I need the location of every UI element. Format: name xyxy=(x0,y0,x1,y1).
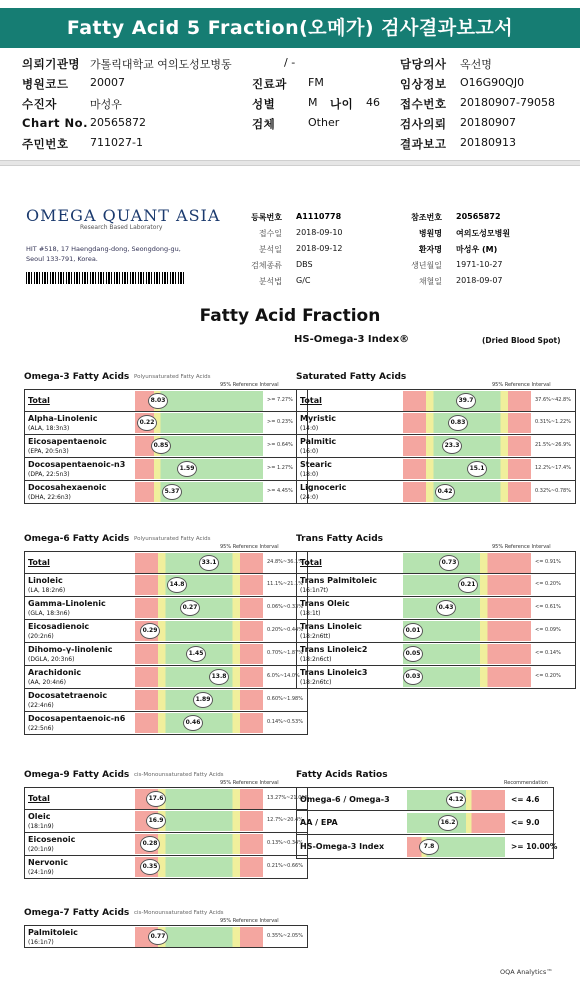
info-label: 검사의뢰 xyxy=(400,117,447,131)
reference-range: 12.7%~20.4% xyxy=(267,817,303,823)
row-sublabel: (22:4n6) xyxy=(28,702,54,709)
row-label: Trans Linoleic2 xyxy=(300,645,368,654)
row-label: Arachidonic xyxy=(28,668,82,677)
row-label: Oleic xyxy=(28,812,51,821)
row-label: Gamma-Linolenic xyxy=(28,599,106,608)
row-label: Docosatetraenoic xyxy=(28,691,108,700)
value-marker: 0.35 xyxy=(140,859,160,875)
reference-range: <= 0.91% xyxy=(535,559,561,565)
info-label: 병원코드 xyxy=(22,77,69,91)
info-label: 주민번호 xyxy=(22,137,69,151)
table-row xyxy=(296,597,576,620)
info-row xyxy=(22,76,125,92)
value-marker: 0.46 xyxy=(183,715,203,731)
info-row xyxy=(400,56,492,72)
meta-label: 검체종류 xyxy=(251,261,282,270)
value-marker: 8.03 xyxy=(148,393,168,409)
table-row xyxy=(24,689,308,712)
info-row xyxy=(22,136,143,152)
table-row xyxy=(24,620,308,643)
ratio-row xyxy=(296,787,554,811)
reference-range: <= 0.20% xyxy=(535,581,561,587)
meta-value: DBS xyxy=(296,260,313,269)
range-bar xyxy=(135,575,263,595)
row-label: Total xyxy=(300,396,322,405)
footer-brand: OQA Analytics™ xyxy=(500,968,553,976)
row-label: Total xyxy=(28,396,50,405)
section-subtitle: cis-Monounsaturated Fatty Acids xyxy=(134,910,224,916)
value-marker: 0.05 xyxy=(403,646,423,662)
table-row xyxy=(24,597,308,620)
row-label: Total xyxy=(28,558,50,567)
row-sublabel: (16:0) xyxy=(300,448,319,455)
reference-range: 0.21%~0.66% xyxy=(267,863,303,869)
reference-range: 0.14%~0.53% xyxy=(267,719,303,725)
range-bar xyxy=(403,436,531,456)
table-row xyxy=(296,412,576,435)
table-row xyxy=(296,551,576,574)
meta-value: 1971-10-27 xyxy=(456,260,503,269)
reference-range: >= 4.45% xyxy=(267,488,293,494)
info-value: 46 xyxy=(366,96,380,109)
row-label: Linoleic xyxy=(28,576,63,585)
row-sublabel: (AA, 20:4n6) xyxy=(28,679,66,686)
report-title: Fatty Acid 5 Fraction(오메가) 검사결과보고서 xyxy=(0,8,580,48)
value-marker: 0.73 xyxy=(439,555,459,571)
section-title: Saturated Fatty Acids xyxy=(296,372,407,382)
section-title: Omega-9 Fatty Acids xyxy=(24,770,130,780)
value-marker: 0.01 xyxy=(403,623,423,639)
table-row xyxy=(24,787,308,810)
table-row xyxy=(296,435,576,458)
meta-value: 마성우 (M) xyxy=(456,245,498,254)
divider xyxy=(0,160,580,166)
meta-label: 참조번호 xyxy=(411,213,442,222)
value-marker: 5.37 xyxy=(162,484,182,500)
info-value: 20007 xyxy=(90,76,125,89)
meta-label: 분석법 xyxy=(258,277,282,286)
info-value: 마성우 xyxy=(90,98,122,111)
meta-label: 등록번호 xyxy=(251,213,282,222)
meta-label: 병원명 xyxy=(418,229,442,238)
reference-range: 0.06%~0.33% xyxy=(267,604,303,610)
meta-value: 2018-09-07 xyxy=(456,276,503,285)
row-sublabel: (20:1n9) xyxy=(28,846,54,853)
table-row xyxy=(24,643,308,666)
meta-value: 2018-09-10 xyxy=(296,228,343,237)
value-marker: 33.1 xyxy=(199,555,219,571)
info-value: 20180913 xyxy=(460,136,516,149)
value-marker: 23.3 xyxy=(442,438,462,454)
value-marker: 1.59 xyxy=(177,461,197,477)
info-value: Other xyxy=(308,116,340,129)
value-marker: 16.9 xyxy=(146,813,166,829)
row-label: Eicosadienoic xyxy=(28,622,90,631)
value-marker: 0.29 xyxy=(140,623,160,639)
row-label: Trans Palmitoleic xyxy=(300,576,378,585)
lab-address: HIT #518, 17 Haengdang-dong, Seongdong-gu, Seoul 133-791, Korea. xyxy=(26,245,181,263)
info-label: 검체 xyxy=(252,117,276,131)
info-value: 20565872 xyxy=(90,116,146,129)
value-marker: 13.8 xyxy=(209,669,229,685)
row-label: Lignoceric xyxy=(300,483,347,492)
info-row xyxy=(400,96,555,112)
section-subtitle: cis-Monounsaturated Fatty Acids xyxy=(134,772,224,778)
meta-label: 생년월일 xyxy=(411,261,442,270)
row-sublabel: (DGLA, 20:3n6) xyxy=(28,656,75,663)
sample-type: (Dried Blood Spot) xyxy=(482,336,561,345)
info-row xyxy=(22,56,232,72)
info-label: 진료과 xyxy=(252,77,287,91)
lab-logo: OMEGA QUANT ASIA xyxy=(26,206,221,225)
ratio-label: Omega-6 / Omega-3 xyxy=(300,795,390,804)
table-row xyxy=(24,833,308,856)
section-subtitle: Polyunsaturated Fatty Acids xyxy=(134,374,211,380)
value-marker: 0.21 xyxy=(458,577,478,593)
range-bar xyxy=(403,598,531,618)
row-sublabel: (18:2n6tt) xyxy=(300,633,331,640)
row-label: Stearic xyxy=(300,460,332,469)
value-marker: 0.28 xyxy=(140,836,160,852)
info-row xyxy=(252,96,318,112)
info-row xyxy=(400,116,516,132)
table-row xyxy=(24,712,308,735)
value-marker: 0.43 xyxy=(436,600,456,616)
value-marker: 0.85 xyxy=(151,438,171,454)
range-bar xyxy=(135,482,263,502)
row-sublabel: (20:2n6) xyxy=(28,633,54,640)
info-label: 성별 xyxy=(252,97,276,111)
reference-range: 6.0%~14.0% xyxy=(267,673,300,679)
row-sublabel: (DPA, 22:5n3) xyxy=(28,471,70,478)
reference-range: 0.31%~1.22% xyxy=(535,419,571,425)
meta-label: 환자명 xyxy=(418,245,442,254)
table-row xyxy=(24,666,308,689)
reference-range: 0.35%~2.05% xyxy=(267,933,303,939)
ratio-recommendation: >= 10.00% xyxy=(511,842,558,851)
info-value: 옥선명 xyxy=(460,58,492,71)
row-sublabel: (18:2n6tc) xyxy=(300,679,332,686)
reference-range: 0.20%~0.44% xyxy=(267,627,303,633)
row-label: Myristic xyxy=(300,414,336,423)
meta-label: 채혈일 xyxy=(418,277,442,286)
table-row xyxy=(296,389,576,412)
meta-label: 분석일 xyxy=(258,245,282,254)
ratio-marker: 16.2 xyxy=(438,815,458,831)
info-value: / - xyxy=(284,56,296,69)
row-sublabel: (22:5n6) xyxy=(28,725,54,732)
ratios-title: Fatty Acids Ratios xyxy=(296,770,388,780)
reference-range: >= 0.23% xyxy=(267,419,293,425)
info-value: 가톨릭대학교 여의도성모병동 xyxy=(90,58,232,71)
section-subtitle: Polyunsaturated Fatty Acids xyxy=(134,536,211,542)
info-row xyxy=(252,76,324,92)
row-sublabel: (14:0) xyxy=(300,425,319,432)
info-row xyxy=(252,116,340,132)
ratio-label: AA / EPA xyxy=(300,818,338,827)
table-row xyxy=(296,458,576,481)
table-row xyxy=(24,389,308,412)
row-sublabel: (16:1n7t) xyxy=(300,587,329,594)
value-marker: 1.45 xyxy=(186,646,206,662)
table-row xyxy=(24,481,308,504)
row-sublabel: (DHA, 22:6n3) xyxy=(28,494,71,501)
range-bar xyxy=(403,482,531,502)
ref-interval-label: 95% Reference Interval xyxy=(492,544,551,550)
value-marker: 0.83 xyxy=(448,415,468,431)
meta-value: A1110778 xyxy=(296,212,342,221)
row-sublabel: (18:1t) xyxy=(300,610,321,617)
info-label: 수진자 xyxy=(22,97,57,111)
reference-range: 37.6%~42.8% xyxy=(535,397,571,403)
ref-interval-label: 95% Reference Interval xyxy=(220,780,279,786)
section-title: Trans Fatty Acids xyxy=(296,534,384,544)
ratio-recommendation: <= 9.0 xyxy=(511,818,540,827)
table-row xyxy=(296,643,576,666)
info-value: 711027-1 xyxy=(90,136,143,149)
reference-range: 0.32%~0.78% xyxy=(535,488,571,494)
row-label: Nervonic xyxy=(28,858,68,867)
info-row xyxy=(400,76,525,92)
ratio-marker: 4.12 xyxy=(446,792,466,808)
row-sublabel: (18:0) xyxy=(300,471,319,478)
info-label: Chart No. xyxy=(22,116,88,130)
reference-range: <= 0.61% xyxy=(535,604,561,610)
row-label: Palmitoleic xyxy=(28,928,78,937)
row-sublabel: (18:1n9) xyxy=(28,823,54,830)
table-row xyxy=(296,574,576,597)
reference-range: 13.27%~21.01% xyxy=(267,795,310,801)
table-row xyxy=(24,551,308,574)
recommendation-label: Recommendation xyxy=(504,780,548,786)
ref-interval-label: 95% Reference Interval xyxy=(220,544,279,550)
row-sublabel: (24:1n9) xyxy=(28,869,54,876)
row-label: Docosahexaenoic xyxy=(28,483,107,492)
ref-interval-label: 95% Reference Interval xyxy=(492,382,551,388)
meta-value: 2018-09-12 xyxy=(296,244,343,253)
table-row xyxy=(24,458,308,481)
range-bar xyxy=(135,667,263,687)
row-label: Alpha-Linolenic xyxy=(28,414,98,423)
section-title: Omega-7 Fatty Acids xyxy=(24,908,130,918)
table-row xyxy=(24,412,308,435)
range-bar xyxy=(135,459,263,479)
info-row xyxy=(400,136,516,152)
ratio-row xyxy=(296,835,558,859)
row-label: Docosapentaenoic-n3 xyxy=(28,460,126,469)
range-bar xyxy=(403,553,531,573)
row-label: Trans Linoleic3 xyxy=(300,668,368,677)
reference-range: 0.60%~1.98% xyxy=(267,696,303,702)
meta-label: 접수일 xyxy=(258,229,282,238)
reference-range: 21.5%~26.9% xyxy=(535,442,571,448)
row-label: Docosapentaenoic-n6 xyxy=(28,714,126,723)
value-marker: 17.6 xyxy=(146,791,166,807)
table-row xyxy=(296,620,576,643)
info-value: 20180907-79058 xyxy=(460,96,555,109)
row-label: Trans Oleic xyxy=(300,599,350,608)
table-row xyxy=(24,810,308,833)
ref-interval-label: 95% Reference Interval xyxy=(220,918,279,924)
reference-range: >= 7.27% xyxy=(267,397,293,403)
value-marker: 0.42 xyxy=(435,484,455,500)
value-marker: 0.77 xyxy=(148,929,168,945)
reference-range: >= 0.64% xyxy=(267,442,293,448)
info-value: 20180907 xyxy=(460,116,516,129)
table-row xyxy=(296,666,576,689)
value-marker: 0.22 xyxy=(137,415,157,431)
meta-value: G/C xyxy=(296,276,311,285)
value-marker: 1.89 xyxy=(193,692,213,708)
reference-range: 0.13%~0.34% xyxy=(267,840,303,846)
info-label: 임상정보 xyxy=(400,77,447,91)
info-row xyxy=(22,116,146,130)
reference-range: <= 0.20% xyxy=(535,673,561,679)
reference-range: 0.70%~1.87% xyxy=(267,650,303,656)
value-marker: 14.8 xyxy=(167,577,187,593)
reference-range: 11.1%~21.1% xyxy=(267,581,303,587)
info-label: 담당의사 xyxy=(400,57,447,71)
value-marker: 39.7 xyxy=(456,393,476,409)
info-label: 나이 xyxy=(330,97,354,111)
info-value: M xyxy=(308,96,318,109)
row-sublabel: (GLA, 18:3n6) xyxy=(28,610,70,617)
info-value: FM xyxy=(308,76,324,89)
barcode xyxy=(26,272,184,284)
row-label: Eicosenoic xyxy=(28,835,76,844)
info-row xyxy=(22,96,122,112)
info-label: 접수번호 xyxy=(400,97,447,111)
lab-logo-subtitle: Research Based Laboratory xyxy=(80,224,163,231)
row-label: Total xyxy=(300,558,322,567)
ratio-marker: 7.8 xyxy=(419,839,439,855)
row-label: Eicosapentaenoic xyxy=(28,437,107,446)
meta-value: 20565872 xyxy=(456,212,501,221)
value-marker: 0.27 xyxy=(180,600,200,616)
table-row xyxy=(24,856,308,879)
reference-range: 12.2%~17.4% xyxy=(535,465,571,471)
info-value: O16G90QJ0 xyxy=(460,76,525,89)
reference-range: 24.8%~36.1% xyxy=(267,559,303,565)
section-title: Omega-6 Fatty Acids xyxy=(24,534,130,544)
row-label: Dihomo-γ-linolenic xyxy=(28,645,113,654)
sub-title: HS-Omega-3 Index® xyxy=(294,334,410,345)
ratio-row xyxy=(296,811,554,835)
row-label: Palmitic xyxy=(300,437,337,446)
table-row xyxy=(296,481,576,504)
row-sublabel: (24:0) xyxy=(300,494,319,501)
section-title: Omega-3 Fatty Acids xyxy=(24,372,130,382)
ratio-recommendation: <= 4.6 xyxy=(511,795,540,804)
table-row xyxy=(24,574,308,597)
value-marker: 15.1 xyxy=(467,461,487,477)
reference-range: <= 0.09% xyxy=(535,627,561,633)
info-label: 의뢰기관명 xyxy=(22,57,81,71)
ratio-label: HS-Omega-3 Index xyxy=(300,842,385,851)
table-row xyxy=(24,435,308,458)
row-sublabel: (16:1n7) xyxy=(28,939,54,946)
main-title: Fatty Acid Fraction xyxy=(199,306,381,326)
table-row xyxy=(24,925,308,948)
value-marker: 0.03 xyxy=(403,669,423,685)
reference-range: <= 0.14% xyxy=(535,650,561,656)
meta-value: 여의도성모병원 xyxy=(456,229,511,238)
row-sublabel: (ALA, 18:3n3) xyxy=(28,425,70,432)
row-label: Trans Linoleic xyxy=(300,622,362,631)
row-sublabel: (18:2n6ct) xyxy=(300,656,332,663)
row-sublabel: (LA, 18:2n6) xyxy=(28,587,66,594)
row-sublabel: (EPA, 20:5n3) xyxy=(28,448,69,455)
reference-range: >= 1.27% xyxy=(267,465,293,471)
row-label: Total xyxy=(28,794,50,803)
info-row xyxy=(330,96,380,112)
ref-interval-label: 95% Reference Interval xyxy=(220,382,279,388)
info-label: 결과보고 xyxy=(400,137,447,151)
